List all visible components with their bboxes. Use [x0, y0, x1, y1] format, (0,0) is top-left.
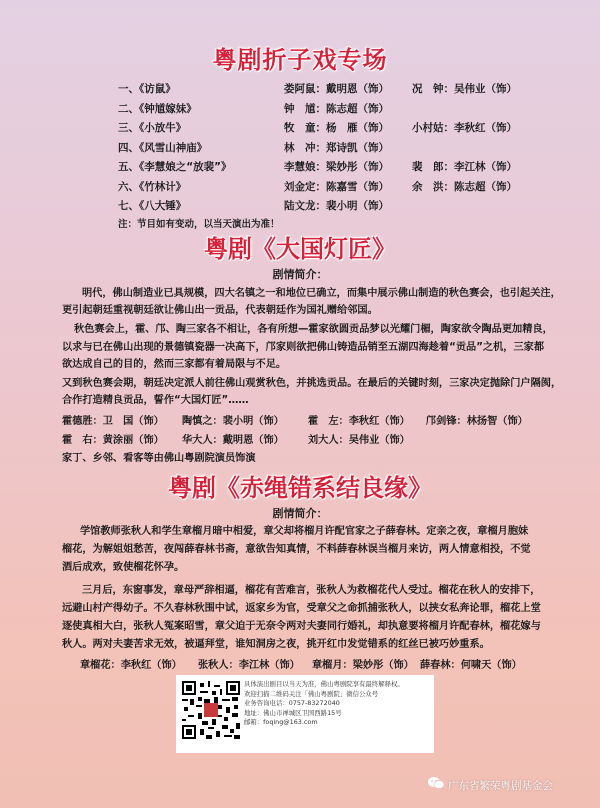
qr-code-icon[interactable]: [182, 681, 240, 739]
item-cast-1: 娄阿鼠：戴明恩（饰）: [284, 83, 389, 95]
section2-title: 粤剧《大国灯匠》: [204, 235, 396, 263]
item-cast-2: 况 钟：吴伟业（饰）: [412, 83, 517, 95]
repertoire-item: [118, 100, 598, 120]
item-cast-1: 刘金定：陈嘉雪（饰）: [284, 180, 389, 193]
cast-entry: 霍 左：李秋红（饰）: [308, 416, 410, 427]
synopsis-line: 又到秋色赛会期，朝廷决定派人前往佛山观赏秋色，并挑选贡品。在最后的关键时刻，三家决定抛除门户隔阂，: [62, 378, 562, 389]
repertoire-item: [118, 158, 598, 178]
item-cast-1: 牧 童：杨 雁（饰）: [284, 122, 389, 134]
cast-entry: 章榴月：梁妙彤（饰）: [312, 660, 414, 671]
section2-subhead: 剧情简介：: [272, 268, 328, 281]
item-title: 六、《竹林计》: [118, 180, 187, 193]
item-title: 七、《八大锤》: [118, 200, 187, 212]
item-cast-1: 林 冲：郑诗凯（饰）: [284, 141, 389, 154]
section3-title: 粤剧《赤绳错系结良缘》: [168, 474, 432, 502]
cast-entry: 霍 右：黄涂丽（饰）: [62, 435, 164, 446]
info-line: 地址：佛山市禅城区卫国西路15号: [244, 708, 342, 717]
synopsis-line: 欲达成自己的目的，然而三家都有着局限与不足。: [62, 359, 287, 370]
item-cast-2: 裴 郎：李江林（饰）: [412, 161, 517, 173]
synopsis-line: 明代，佛山制造业已具规模，四大名镇之一和地位已确立，而集中展示佛山制造的秋色赛会，也引起关注，: [82, 288, 561, 299]
info-text: [244, 680, 404, 728]
cast-entry: 章榴花：李秋红（饰）: [80, 660, 182, 671]
cast-entry: 薛春林：何啸天（饰）: [420, 660, 522, 671]
info-line: 具体演出剧目以当天为准，佛山粤剧院享有最终解释权。: [244, 680, 404, 688]
repertoire-item: [118, 178, 598, 198]
program-note: 注：节目如有变动，以当天演出为准！: [118, 219, 280, 230]
info-line: 邮箱：foqing@163.com: [244, 718, 318, 727]
cast-entry: 陶慎之：裴小明（饰）: [182, 416, 284, 427]
cast-entry: 张秋人：李江林（饰）: [198, 660, 300, 671]
cast-entry: 霍德胜：卫 国（饰）: [62, 416, 164, 427]
item-title: 一、《访鼠》: [118, 83, 176, 95]
item-cast-2: 余 洪：陈志超（饰）: [412, 180, 517, 193]
repertoire-list: [118, 80, 598, 217]
synopsis-line: 远避山村产得幼子。不久春林秋围中试，返家乡为官，受章父之命抓捕张秋人，以挟女私奔论罪，榴花上堂: [62, 603, 541, 614]
repertoire-item: [118, 139, 598, 159]
section3-subhead: 剧情简介：: [272, 507, 328, 520]
info-line: 欢迎扫描二维码关注「佛山粤剧院」微信公众号: [244, 689, 379, 698]
info-line: 业务咨询电话：0757-83272040: [244, 699, 340, 708]
section1-title: 粤剧折子戏专场: [212, 46, 388, 74]
item-cast-1: 钟 馗：陈志超（饰）: [284, 102, 389, 115]
synopsis-line: 合作打造精良贡品，誓作“大国灯匠”……: [62, 395, 249, 406]
cast-footer: 家丁、乡邻、看客等由佛山粤剧院演员饰演: [62, 453, 256, 464]
cast-entry: 刘大人：吴伟业（饰）: [308, 435, 410, 446]
item-cast-2: 小村姑：李秋红（饰）: [412, 122, 517, 134]
repertoire-item: [118, 119, 598, 139]
synopsis-line: 更引起朝廷重视朝廷欲让佛山出一贡品，代表朝廷作为国礼赠给邻国。: [62, 305, 378, 316]
info-card: [176, 675, 434, 753]
repertoire-item: [118, 197, 598, 217]
synopsis-line: 逐使真相大白，张秋人冤案昭雪，章父迫于无奈令两对夫妻同行婚礼，却执意要将榴月许配春林，榴花嫁与: [62, 621, 541, 632]
synopsis-line: 榴花，为解姐姐愁苦，夜闯薛春林书斋，意欲告知真情，不料薛春林误当榴月来访，两人情意相投，不觉: [62, 544, 531, 555]
cast-entry: 华大人：戴明恩（饰）: [182, 435, 284, 446]
repertoire-item: [118, 80, 598, 100]
watermark-text: 广东省繁荣粤剧基金会: [448, 780, 553, 792]
synopsis-line: 学馆教师张秋人和学生章榴月暗中相爱，章父却将榴月许配官家之子薛春林。定亲之夜，章榴月胞妹: [80, 526, 529, 537]
item-cast-1: 李慧娘：梁妙彤（饰）: [284, 161, 389, 173]
synopsis-line: 以求与已在佛山出现的景德镇瓷器一决高下，邝家则欲把佛山铸造品销至五湖四海趁着“贡品”之机，三家都: [62, 342, 545, 353]
item-title: 四、《风雪山神庙》: [118, 141, 208, 154]
cast-entry: 邝剑锋：林扬智（饰）: [426, 416, 528, 427]
item-title: 二、《钟馗嫁妹》: [118, 102, 197, 115]
synopsis-line: 酒后成欢，致使榴花怀孕。: [62, 562, 185, 573]
item-title: 三、《小放牛》: [118, 122, 187, 134]
item-cast-1: 陆文龙：裴小明（饰）: [284, 200, 389, 212]
synopsis-line: 秋色赛会上，霍、邝、陶三家各不相让，各有所想—霍家欲圆贡品梦以光耀门楣，陶家欲令陶品更加精良，: [74, 324, 553, 335]
synopsis-line: 秋人。两对夫妻苦求无效，被逼拜堂，谁知洞房之夜，挑开红巾发觉错系的红丝已被巧妙重系。: [62, 639, 490, 650]
item-title: 五、《李慧娘之“放裴”》: [118, 161, 232, 173]
synopsis-line: 三月后，东窗事发，章母严辞相逼，榴花有苦难言，张秋人为救榴花代人受过。榴花在秋人的安排下，: [82, 585, 541, 596]
wechat-icon: [428, 776, 444, 790]
